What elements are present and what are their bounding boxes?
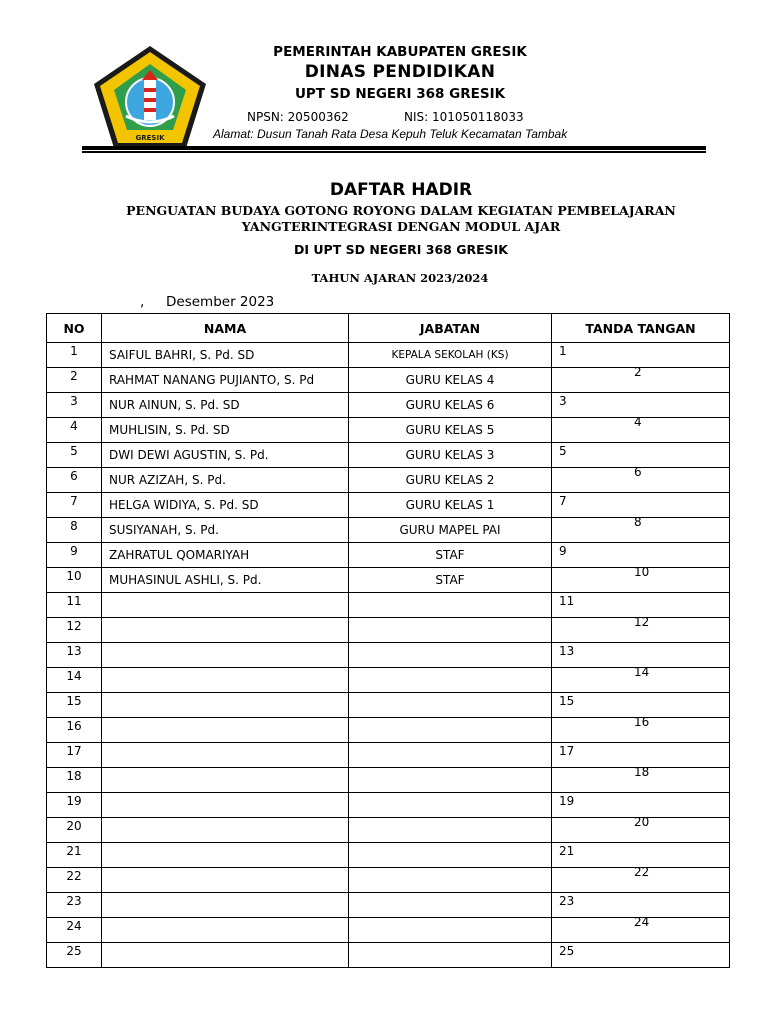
row-jabatan: KEPALA SEKOLAH (KS) bbox=[349, 343, 552, 368]
table-row bbox=[47, 918, 730, 943]
signature-number: 22 bbox=[634, 865, 650, 879]
signature-number: 20 bbox=[634, 815, 650, 829]
row-number: 17 bbox=[47, 743, 102, 768]
table-row bbox=[47, 543, 730, 568]
table-row bbox=[47, 393, 730, 418]
row-nama: MUHASINUL ASHLI, S. Pd. bbox=[102, 568, 349, 593]
row-signature-cell[interactable] bbox=[552, 865, 730, 893]
row-jabatan: STAF bbox=[349, 568, 552, 593]
row-jabatan bbox=[349, 618, 552, 643]
signature-number: 10 bbox=[634, 565, 650, 579]
letterhead-divider-thin bbox=[82, 151, 706, 153]
row-signature-cell[interactable] bbox=[552, 643, 730, 668]
row-number: 18 bbox=[47, 768, 102, 793]
row-number: 16 bbox=[47, 718, 102, 743]
row-jabatan bbox=[349, 843, 552, 868]
table-row bbox=[47, 443, 730, 468]
logo-caption: GRESIK bbox=[135, 134, 165, 142]
table-row bbox=[47, 843, 730, 868]
document-subtitle bbox=[0, 203, 768, 235]
row-nama bbox=[102, 643, 349, 668]
row-nama bbox=[102, 793, 349, 818]
row-number: 22 bbox=[47, 868, 102, 893]
row-signature-cell[interactable] bbox=[552, 815, 730, 843]
table-row bbox=[47, 618, 730, 643]
row-jabatan bbox=[349, 693, 552, 718]
row-signature-cell[interactable] bbox=[552, 615, 730, 643]
row-nama: SUSIYANAH, S. Pd. bbox=[102, 518, 349, 543]
academic-year: TAHUN AJARAN 2023/2024 bbox=[311, 271, 489, 285]
signature-number: 12 bbox=[634, 615, 650, 629]
row-signature-cell[interactable] bbox=[552, 743, 730, 768]
row-jabatan bbox=[349, 768, 552, 793]
row-signature-cell[interactable] bbox=[552, 843, 730, 868]
signature-number: 13 bbox=[559, 644, 575, 658]
row-nama bbox=[102, 893, 349, 918]
document-location: DI UPT SD NEGERI 368 GRESIK bbox=[294, 242, 508, 257]
signature-number: 23 bbox=[559, 894, 575, 908]
row-jabatan: GURU KELAS 2 bbox=[349, 468, 552, 493]
signature-number: 9 bbox=[559, 544, 567, 558]
row-number: 10 bbox=[47, 568, 102, 593]
table-row bbox=[47, 568, 730, 593]
row-jabatan: GURU KELAS 5 bbox=[349, 418, 552, 443]
table-row bbox=[47, 893, 730, 918]
row-number: 19 bbox=[47, 793, 102, 818]
signature-number: 1 bbox=[559, 344, 567, 358]
row-nama bbox=[102, 768, 349, 793]
row-signature-cell[interactable] bbox=[552, 365, 730, 393]
row-signature-cell[interactable] bbox=[552, 593, 730, 618]
row-signature-cell[interactable] bbox=[552, 715, 730, 743]
row-nama: NUR AZIZAH, S. Pd. bbox=[102, 468, 349, 493]
row-number: 12 bbox=[47, 618, 102, 643]
department-name: DINAS PENDIDIKAN bbox=[304, 62, 496, 82]
row-jabatan: GURU KELAS 1 bbox=[349, 493, 552, 518]
row-number: 13 bbox=[47, 643, 102, 668]
row-nama: NUR AINUN, S. Pd. SD bbox=[102, 393, 349, 418]
row-nama bbox=[102, 943, 349, 968]
row-signature-cell[interactable] bbox=[552, 943, 730, 968]
signature-number: 8 bbox=[634, 515, 642, 529]
row-nama bbox=[102, 693, 349, 718]
row-jabatan bbox=[349, 818, 552, 843]
row-nama bbox=[102, 718, 349, 743]
row-jabatan bbox=[349, 668, 552, 693]
row-jabatan bbox=[349, 893, 552, 918]
table-row bbox=[47, 368, 730, 393]
row-number: 7 bbox=[47, 493, 102, 518]
school-name: UPT SD NEGERI 368 GRESIK bbox=[294, 86, 506, 102]
signature-number: 19 bbox=[559, 794, 575, 808]
row-nama bbox=[102, 868, 349, 893]
row-signature-cell[interactable] bbox=[552, 443, 730, 468]
row-jabatan bbox=[349, 718, 552, 743]
signature-number: 7 bbox=[559, 494, 567, 508]
table-header-row bbox=[47, 314, 730, 343]
letterhead-divider bbox=[82, 146, 706, 150]
table-row bbox=[47, 493, 730, 518]
row-number: 24 bbox=[47, 918, 102, 943]
row-jabatan bbox=[349, 793, 552, 818]
row-jabatan bbox=[349, 943, 552, 968]
header-nama: NAMA bbox=[102, 314, 349, 343]
row-signature-cell[interactable] bbox=[552, 465, 730, 493]
row-jabatan bbox=[349, 743, 552, 768]
row-nama: MUHLISIN, S. Pd. SD bbox=[102, 418, 349, 443]
row-nama bbox=[102, 668, 349, 693]
table-row bbox=[47, 818, 730, 843]
row-nama: DWI DEWI AGUSTIN, S. Pd. bbox=[102, 443, 349, 468]
row-signature-cell[interactable] bbox=[552, 343, 730, 368]
table-row bbox=[47, 868, 730, 893]
table-row bbox=[47, 718, 730, 743]
signature-number: 16 bbox=[634, 715, 650, 729]
school-ids bbox=[245, 110, 605, 126]
letterhead bbox=[200, 44, 600, 124]
row-nama bbox=[102, 843, 349, 868]
row-signature-cell[interactable] bbox=[552, 765, 730, 793]
row-signature-cell[interactable] bbox=[552, 915, 730, 943]
row-jabatan: GURU MAPEL PAI bbox=[349, 518, 552, 543]
row-jabatan: GURU KELAS 6 bbox=[349, 393, 552, 418]
table-row bbox=[47, 768, 730, 793]
row-number: 5 bbox=[47, 443, 102, 468]
row-nama bbox=[102, 818, 349, 843]
table-row bbox=[47, 418, 730, 443]
gresik-regency-logo bbox=[92, 44, 208, 150]
header-jabatan: JABATAN bbox=[349, 314, 552, 343]
date-comma: , bbox=[140, 294, 145, 310]
row-number: 6 bbox=[47, 468, 102, 493]
row-signature-cell[interactable] bbox=[552, 415, 730, 443]
header-tanda-tangan: TANDA TANGAN bbox=[552, 314, 730, 343]
table-row bbox=[47, 343, 730, 368]
table-row bbox=[47, 793, 730, 818]
row-nama bbox=[102, 593, 349, 618]
table-row bbox=[47, 743, 730, 768]
row-number: 20 bbox=[47, 818, 102, 843]
row-jabatan bbox=[349, 918, 552, 943]
npsn: NPSN: 20500362 bbox=[247, 110, 349, 124]
signature-number: 3 bbox=[559, 394, 567, 408]
row-jabatan: STAF bbox=[349, 543, 552, 568]
row-number: 4 bbox=[47, 418, 102, 443]
row-jabatan bbox=[349, 868, 552, 893]
attendance-table bbox=[46, 313, 730, 968]
row-nama: RAHMAT NANANG PUJIANTO, S. Pd bbox=[102, 368, 349, 393]
row-nama bbox=[102, 743, 349, 768]
row-signature-cell[interactable] bbox=[552, 493, 730, 518]
row-jabatan: GURU KELAS 3 bbox=[349, 443, 552, 468]
row-nama: ZAHRATUL QOMARIYAH bbox=[102, 543, 349, 568]
document-title: DAFTAR HADIR bbox=[329, 180, 473, 200]
row-signature-cell[interactable] bbox=[552, 693, 730, 718]
row-number: 3 bbox=[47, 393, 102, 418]
table-row bbox=[47, 593, 730, 618]
signature-number: 18 bbox=[634, 765, 650, 779]
row-signature-cell[interactable] bbox=[552, 515, 730, 543]
row-number: 1 bbox=[47, 343, 102, 368]
table-row bbox=[47, 643, 730, 668]
row-signature-cell[interactable] bbox=[552, 665, 730, 693]
row-jabatan bbox=[349, 593, 552, 618]
table-row bbox=[47, 693, 730, 718]
government-name: PEMERINTAH KABUPATEN GRESIK bbox=[273, 44, 527, 60]
row-number: 11 bbox=[47, 593, 102, 618]
attendance-rows bbox=[47, 343, 730, 968]
signature-number: 6 bbox=[634, 465, 642, 479]
school-address: Alamat: Dusun Tanah Rata Desa Kepuh Teluk Kecamatan Tambak bbox=[213, 127, 568, 141]
date-text: Desember 2023 bbox=[166, 294, 275, 310]
row-nama bbox=[102, 918, 349, 943]
row-jabatan: GURU KELAS 4 bbox=[349, 368, 552, 393]
row-signature-cell[interactable] bbox=[552, 543, 730, 568]
row-signature-cell[interactable] bbox=[552, 565, 730, 593]
table-row bbox=[47, 668, 730, 693]
document-date bbox=[140, 294, 274, 310]
subtitle-line-1: PENGUATAN BUDAYA GOTONG ROYONG DALAM KEGIATAN PEMBELAJARAN bbox=[126, 203, 676, 218]
row-signature-cell[interactable] bbox=[552, 793, 730, 818]
signature-number: 11 bbox=[559, 594, 575, 608]
row-number: 15 bbox=[47, 693, 102, 718]
subtitle-line-2: YANGTERINTEGRASI DENGAN MODUL AJAR bbox=[241, 219, 561, 234]
signature-number: 24 bbox=[634, 915, 650, 929]
signature-number: 5 bbox=[559, 444, 567, 458]
signature-number: 14 bbox=[634, 665, 650, 679]
row-signature-cell[interactable] bbox=[552, 393, 730, 418]
row-number: 23 bbox=[47, 893, 102, 918]
row-jabatan bbox=[349, 643, 552, 668]
table-row bbox=[47, 943, 730, 968]
header-no: NO bbox=[47, 314, 102, 343]
row-number: 2 bbox=[47, 368, 102, 393]
row-nama bbox=[102, 618, 349, 643]
signature-number: 17 bbox=[559, 744, 575, 758]
row-number: 25 bbox=[47, 943, 102, 968]
table-row bbox=[47, 518, 730, 543]
signature-number: 25 bbox=[559, 944, 575, 958]
table-row bbox=[47, 468, 730, 493]
row-nama: SAIFUL BAHRI, S. Pd. SD bbox=[102, 343, 349, 368]
row-number: 8 bbox=[47, 518, 102, 543]
nis: NIS: 101050118033 bbox=[404, 110, 524, 124]
row-nama: HELGA WIDIYA, S. Pd. SD bbox=[102, 493, 349, 518]
signature-number: 21 bbox=[559, 844, 575, 858]
row-number: 9 bbox=[47, 543, 102, 568]
row-number: 14 bbox=[47, 668, 102, 693]
row-number: 21 bbox=[47, 843, 102, 868]
signature-number: 2 bbox=[634, 365, 642, 379]
signature-number: 4 bbox=[634, 415, 642, 429]
row-signature-cell[interactable] bbox=[552, 893, 730, 918]
signature-number: 15 bbox=[559, 694, 575, 708]
